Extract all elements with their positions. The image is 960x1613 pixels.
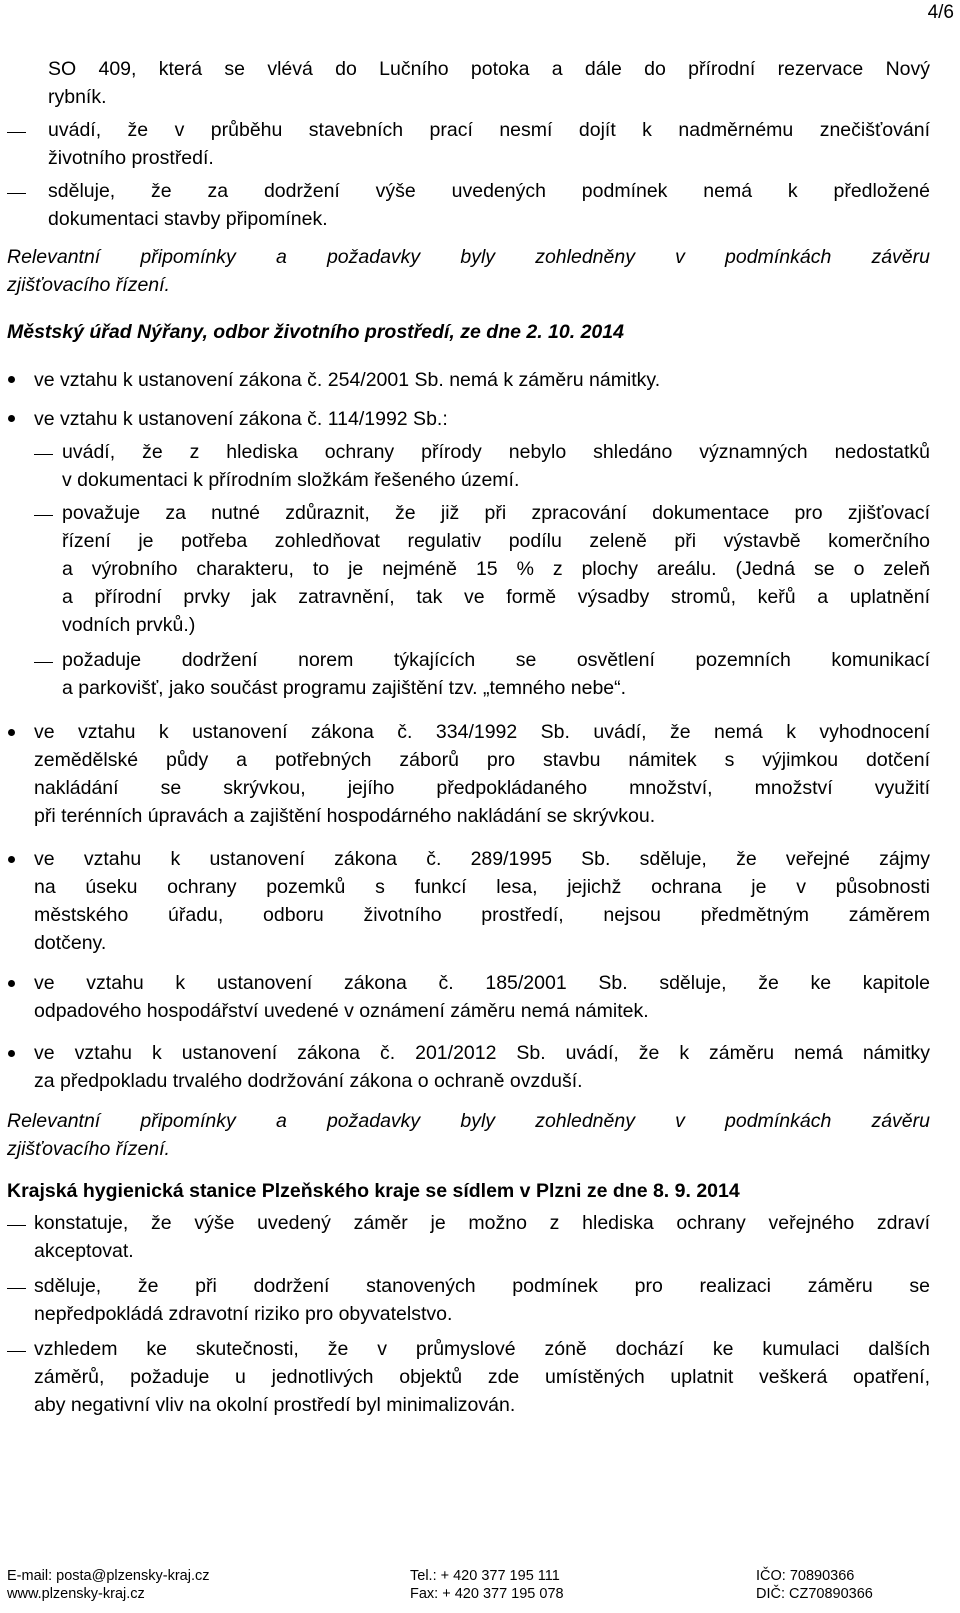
bullet-item-185: ve vztahu k ustanovení zákona č. 185/2001 Sb. sděluje, že ke kapitole odpadového hospodářství uvedené v oznámení záměru nemá námitek.: [34, 972, 930, 1022]
footer-fax: Fax: + 420 377 195 078: [410, 1586, 564, 1602]
sub-item-lighting: požaduje dodržení norem týkajících se osvětlení pozemních komunikací a parkovišť, jako součást programu zajištění tzv. „temného nebe“.: [62, 649, 930, 699]
sub-item-nature: uvádí, že z hlediska ochrany přírody nebylo shledáno významných nedostatků v dokumentaci k přírodním složkám řešeného území.: [62, 441, 930, 491]
page-number: 4/6: [927, 2, 954, 23]
footer-ico: IČO: 70890366: [756, 1568, 855, 1584]
footer-web: www.plzensky-kraj.cz: [7, 1586, 145, 1602]
bullet-item-334: ve vztahu k ustanovení zákona č. 334/1992 Sb. uvádí, že nemá k vyhodnocení zemědělské půdy a potřebných záborů pro stavbu námitek s výjimkou dotčení nakládání se skrývkou, jejího předpokládaného množství, množství využití při terénních úpravách a zajištění hospodárného nakládání se skrývkou.: [34, 721, 930, 827]
bullet-item-114: ve vztahu k ustanovení zákona č. 114/1992 Sb.:: [34, 408, 448, 430]
dash-marker: [34, 515, 53, 516]
dash-item-no-comments: sděluje, že za dodržení výše uvedených podmínek nemá k předložené dokumentaci stavby připomínek.: [48, 180, 930, 230]
dash-item-acceptable: konstatuje, že výše uvedený záměr je možno z hlediska ochrany veřejného zdraví akceptovat.: [34, 1212, 930, 1262]
dash-marker: [34, 662, 53, 663]
dash-marker: [7, 132, 26, 133]
bullet-marker: [8, 980, 15, 987]
relevant-note-2: Relevantní připomínky a požadavky byly zohledněny v podmínkách závěru zjišťovacího řízení.: [7, 1110, 930, 1160]
heading-khs: Krajská hygienická stanice Plzeňského kraje se sídlem v Plzni ze dne 8. 9. 2014: [7, 1180, 740, 1202]
footer-contact: [7, 1567, 209, 1603]
dash-marker: [7, 1288, 26, 1289]
sub-item-greenery: považuje za nutné zdůraznit, že již při zpracování dokumentace pro zjišťovací řízení je potřeba zohledňovat regulativ podílu zeleně při výstavbě komerčního a výrobního charakteru, to je nejméně 15 % z plochy areálu. (Jedná se o zeleň a přírodní prvky jak zatravnění, tak ve formě výsadby stromů, keřů a uplatnění vodních prvků.): [62, 502, 930, 636]
dash-item-pollution: uvádí, že v průběhu stavebních prací nesmí dojít k nadměrnému znečišťování životního prostředí.: [48, 119, 930, 169]
dash-item-cumulation: vzhledem ke skutečnosti, že v průmyslové zóně dochází ke kumulaci dalších záměrů, požaduje u jednotlivých objektů zde umístěných uplatnit veškerá opatření, aby negativní vliv na okolní prostředí byl minimalizován.: [34, 1338, 930, 1416]
relevant-note-1: Relevantní připomínky a požadavky byly zohledněny v podmínkách závěru zjišťovacího řízení.: [7, 246, 930, 296]
footer-tel: Tel.: + 420 377 195 111: [410, 1568, 560, 1584]
footer-email: E-mail: posta@plzensky-kraj.cz: [7, 1568, 210, 1584]
bullet-item-289: ve vztahu k ustanovení zákona č. 289/1995 Sb. sděluje, že veřejné zájmy na úseku ochrany pozemků s funkcí lesa, jejichž ochrana je v působnosti městského úřadu, odboru životního prostředí, nejsou předmětným záměrem dotčeny.: [34, 848, 930, 954]
dash-marker: [7, 193, 26, 194]
dash-item-no-risk: sděluje, že při dodržení stanovených podmínek pro realizaci záměru se nepředpokládá zdravotní riziko pro obyvatelstvo.: [34, 1275, 930, 1325]
intro-paragraph: SO 409, která se vlévá do Lučního potoka a dále do přírodní rezervace Nový rybník.: [48, 58, 930, 108]
footer-phone: [410, 1567, 564, 1603]
bullet-marker: [8, 376, 15, 383]
bullet-item-201: ve vztahu k ustanovení zákona č. 201/2012 Sb. uvádí, že k záměru nemá námitky za předpokladu trvalého dodržování zákona o ochraně ovzduší.: [34, 1042, 930, 1092]
heading-nyrany: Městský úřad Nýřany, odbor životního prostředí, ze dne 2. 10. 2014: [7, 321, 624, 343]
bullet-marker: [8, 1050, 15, 1057]
dash-marker: [7, 1351, 26, 1352]
footer-dic: DIČ: CZ70890366: [756, 1586, 873, 1602]
dash-marker: [7, 1225, 26, 1226]
bullet-item-254: ve vztahu k ustanovení zákona č. 254/2001 Sb. nemá k záměru námitky.: [34, 369, 661, 391]
footer-ids: [756, 1567, 873, 1603]
dash-marker: [34, 454, 53, 455]
bullet-marker: [8, 729, 15, 736]
bullet-marker: [8, 856, 15, 863]
bullet-marker: [8, 415, 15, 422]
